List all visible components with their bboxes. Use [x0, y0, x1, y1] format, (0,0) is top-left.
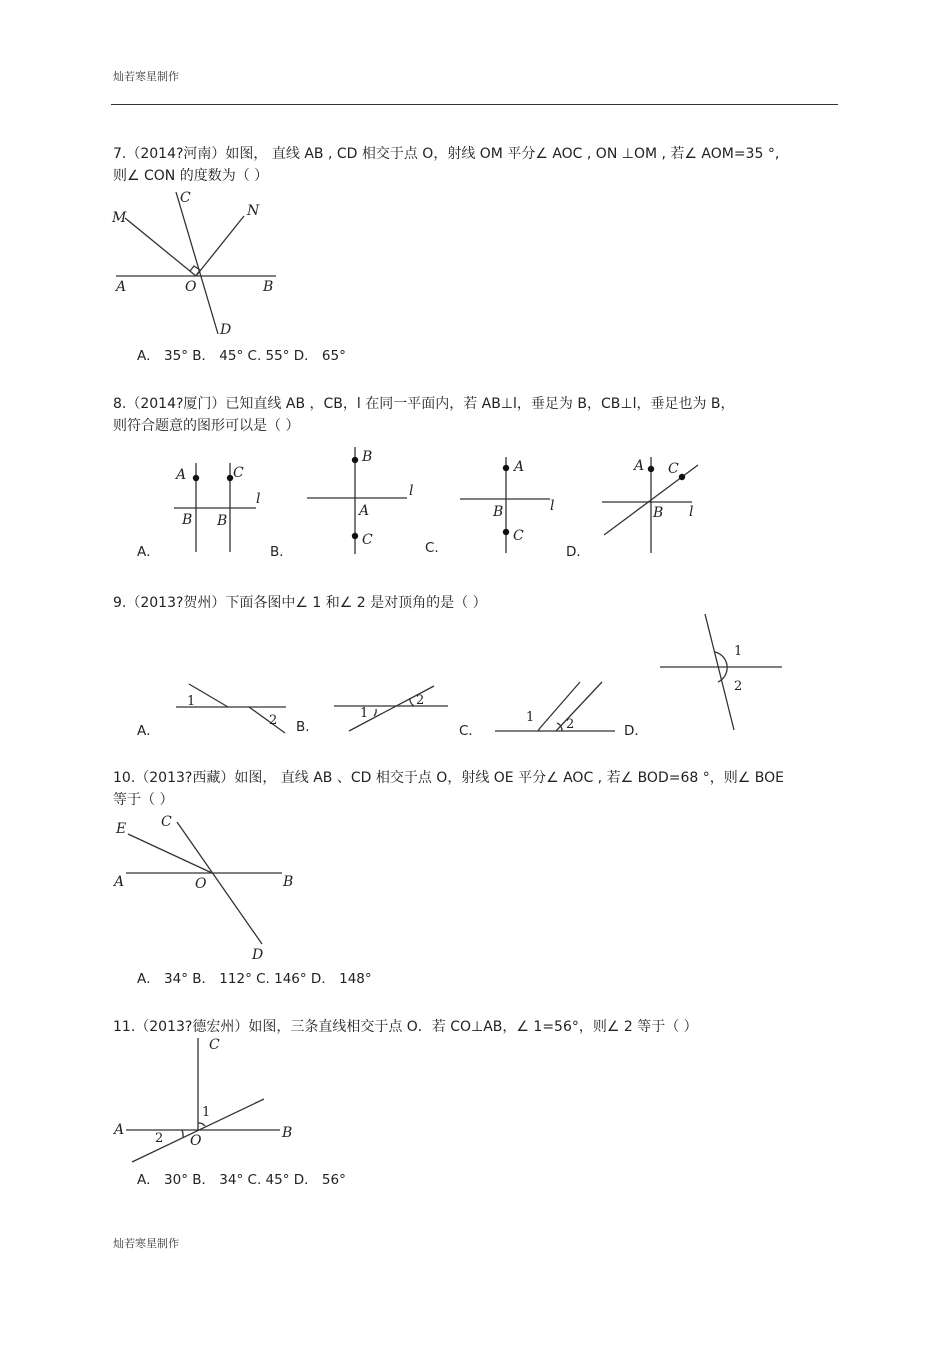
q10-text-line1: 10.（2013?西藏）如图， 直线 AB 、CD 相交于点 O，射线 OE 平分∠ AOC , 若∠ BOD=68 °，则∠ BOE: [113, 770, 784, 786]
q9-option-a: A．: [137, 723, 160, 739]
q10-options: A． 34° B． 112° C. 146° D． 148°: [137, 971, 372, 987]
q8-figure-a: [170, 455, 270, 555]
q8b-label-c: C: [362, 532, 373, 548]
q8-figure-c: [458, 453, 568, 558]
q10-text-line2: 等于（ ）: [113, 792, 174, 808]
q9b-label-1: 1: [360, 706, 369, 721]
q8a-label-a: A: [176, 467, 187, 483]
q8d-label-l: l: [689, 504, 694, 520]
header-rule: [111, 104, 838, 105]
q9-figure-c: [492, 676, 622, 736]
q8-text-line2: 则符合题意的图形可以是（ ）: [113, 418, 300, 434]
q11-label-b: B: [282, 1125, 293, 1141]
q8b-label-b: B: [362, 449, 373, 465]
q7-label-c: C: [180, 190, 191, 206]
q8c-label-c: C: [513, 528, 524, 544]
q9d-label-2: 2: [734, 679, 743, 694]
q9-option-c: C．: [459, 723, 482, 739]
q10-label-a: A: [114, 874, 125, 890]
q7-options: A． 35° B． 45° C. 55° D． 65°: [137, 348, 346, 364]
q10-label-d: D: [252, 947, 264, 963]
page-header: 灿若寒星制作: [113, 70, 179, 83]
q8b-label-a: A: [359, 503, 370, 519]
q10-label-e: E: [116, 821, 127, 837]
q8a-label-l: l: [256, 491, 261, 507]
q11-label-1: 1: [202, 1105, 211, 1120]
q9-figure-b: [330, 678, 455, 738]
q9-figure-a: [170, 680, 290, 740]
q8-figure-d: [600, 453, 710, 558]
q9c-label-1: 1: [526, 710, 535, 725]
q9-option-b: B.: [296, 719, 310, 735]
q10-label-o: O: [195, 876, 207, 892]
q8-option-d: D．: [566, 544, 590, 560]
q10-figure: [110, 810, 300, 963]
q7-label-a: A: [116, 279, 127, 295]
q11-label-a: A: [114, 1122, 125, 1138]
q11-options: A． 30° B． 34° C. 45° D． 56°: [137, 1172, 346, 1188]
q7-label-m: M: [112, 210, 127, 226]
q9a-label-1: 1: [187, 694, 196, 709]
q10-label-c: C: [161, 814, 172, 830]
q11-label-2: 2: [155, 1131, 164, 1146]
q11-label-o: O: [190, 1133, 202, 1149]
q7-label-b: B: [263, 279, 274, 295]
q8c-label-b: B: [493, 504, 504, 520]
q7-text-line2: 则∠ CON 的度数为（ ）: [113, 168, 269, 184]
q8c-label-a: A: [514, 459, 525, 475]
q8a-label-b2: B: [217, 513, 228, 529]
q11-label-c: C: [209, 1037, 220, 1053]
q11-text-line1: 11.（2013?德宏州）如图，三条直线相交于点 O．若 CO⊥AB，∠ 1=56°，则∠ 2 等于（ ）: [113, 1019, 698, 1035]
q9-text-line1: 9.（2013?贺州）下面各图中∠ 1 和∠ 2 是对顶角的是（ ）: [113, 595, 487, 611]
q8d-label-a: A: [634, 458, 645, 474]
q8-option-c: C.: [425, 540, 439, 556]
q8b-label-l: l: [409, 483, 414, 499]
q7-label-o: O: [185, 279, 197, 295]
q9a-label-2: 2: [269, 713, 278, 728]
q8-text-line1: 8.（2014?厦门）已知直线 AB ，CB，l 在同一平面内，若 AB⊥l，垂足为 B，CB⊥l，垂足也为 B，: [113, 396, 735, 412]
q7-figure: [110, 188, 290, 338]
q8d-label-b: B: [653, 505, 664, 521]
q10-label-b: B: [283, 874, 294, 890]
q8-option-a: A．: [137, 544, 160, 560]
q9c-label-2: 2: [566, 717, 575, 732]
q9b-label-2: 2: [416, 693, 425, 708]
page-footer: 灿若寒星制作: [113, 1237, 179, 1250]
q9-option-d: D．: [624, 723, 648, 739]
q8-option-b: B．: [270, 544, 293, 560]
q7-label-n: N: [247, 203, 260, 219]
q9-figure-d: [658, 612, 788, 737]
q8c-label-l: l: [550, 498, 555, 514]
q7-text-line1: 7.（2014?河南）如图， 直线 AB , CD 相交于点 O，射线 OM 平分∠ AOC , ON ⊥OM , 若∠ AOM=35 °,: [113, 146, 780, 162]
q8-figure-b: [305, 443, 425, 558]
q8a-label-c: C: [233, 465, 244, 481]
q8a-label-b1: B: [182, 512, 193, 528]
q11-figure: [110, 1034, 300, 1164]
q8d-label-c: C: [668, 461, 679, 477]
q7-label-d: D: [220, 322, 232, 338]
q9d-label-1: 1: [734, 644, 743, 659]
